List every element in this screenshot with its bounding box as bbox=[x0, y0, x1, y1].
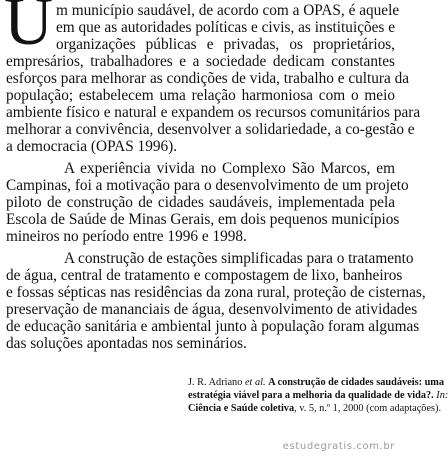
text-line: e fossas sépticas nas residências da zona rural, proteção de cisternas, bbox=[6, 284, 426, 301]
text-line: melhorar a convivência, desenvolver a solidariedade, a co-gestão e bbox=[6, 121, 415, 138]
reference-author: J. R. Adriano bbox=[188, 377, 243, 388]
watermark: estudegratis.com.br bbox=[282, 441, 395, 452]
text-line: de água, central de tratamento e compostagem de lixo, banheiros bbox=[6, 267, 403, 284]
text-line: piloto de construção de cidades saudáveis, implementada pela bbox=[6, 194, 395, 211]
text-line: de educação sanitária e ambiental junto à população foram algumas bbox=[6, 318, 420, 335]
text-line: ambiente físico e natural e expandem os recursos comunitários para bbox=[6, 104, 421, 121]
text-line: das soluções apontadas nos seminários. bbox=[6, 335, 247, 352]
reference-journal: Ciência e Saúde coletiva bbox=[188, 403, 295, 414]
reference-in-label: In: bbox=[436, 390, 448, 401]
text-line: m município saudável, de acordo com a OPAS, é aquele bbox=[56, 2, 400, 19]
text-line: organizações públicas e privadas, os proprietários, bbox=[56, 36, 395, 53]
reference-details: , v. 5, n.º 1, 2000 (com adaptações). bbox=[294, 403, 442, 414]
text-line: a democracia (OPAS 1996). bbox=[6, 138, 178, 155]
text-line: empresários, trabalhadores e a sociedade dedicam constantes bbox=[6, 53, 395, 70]
text-line: preservação de mananciais de água, desenvolvimento de atividades bbox=[6, 301, 418, 318]
reference-title: A construção de cidades saudáveis: uma bbox=[268, 377, 445, 388]
text-line: população; estabelecem uma relação harmoniosa com o meio bbox=[6, 87, 395, 104]
text-line: Campinas, foi a motivação para o desenvolvimento de um projeto bbox=[6, 177, 409, 194]
text-line: em que as autoridades políticas e civis, as instituições e bbox=[56, 19, 395, 36]
text-line: Escola de Saúde de Minas Gerais, em dois pequenos municípios bbox=[6, 211, 400, 228]
reference-line bbox=[188, 389, 448, 402]
text-line: mineiros no período entre 1996 e 1998. bbox=[6, 228, 247, 245]
reference-title-continued: estratégia viável para a melhoria da qualidade de vida?. bbox=[188, 390, 434, 401]
reference-etal: et al. bbox=[244, 377, 266, 388]
drop-cap: U bbox=[4, 0, 54, 59]
text-line: A construção de estações simplificadas para o tratamento bbox=[64, 250, 414, 267]
text-line: A experiência vivida no Complexo São Marcos, em bbox=[64, 160, 395, 177]
reference-line bbox=[188, 402, 442, 415]
text-line: esforços para melhorar as condições de vida, trabalho e cultura da bbox=[6, 70, 410, 87]
reference-line bbox=[188, 376, 445, 389]
